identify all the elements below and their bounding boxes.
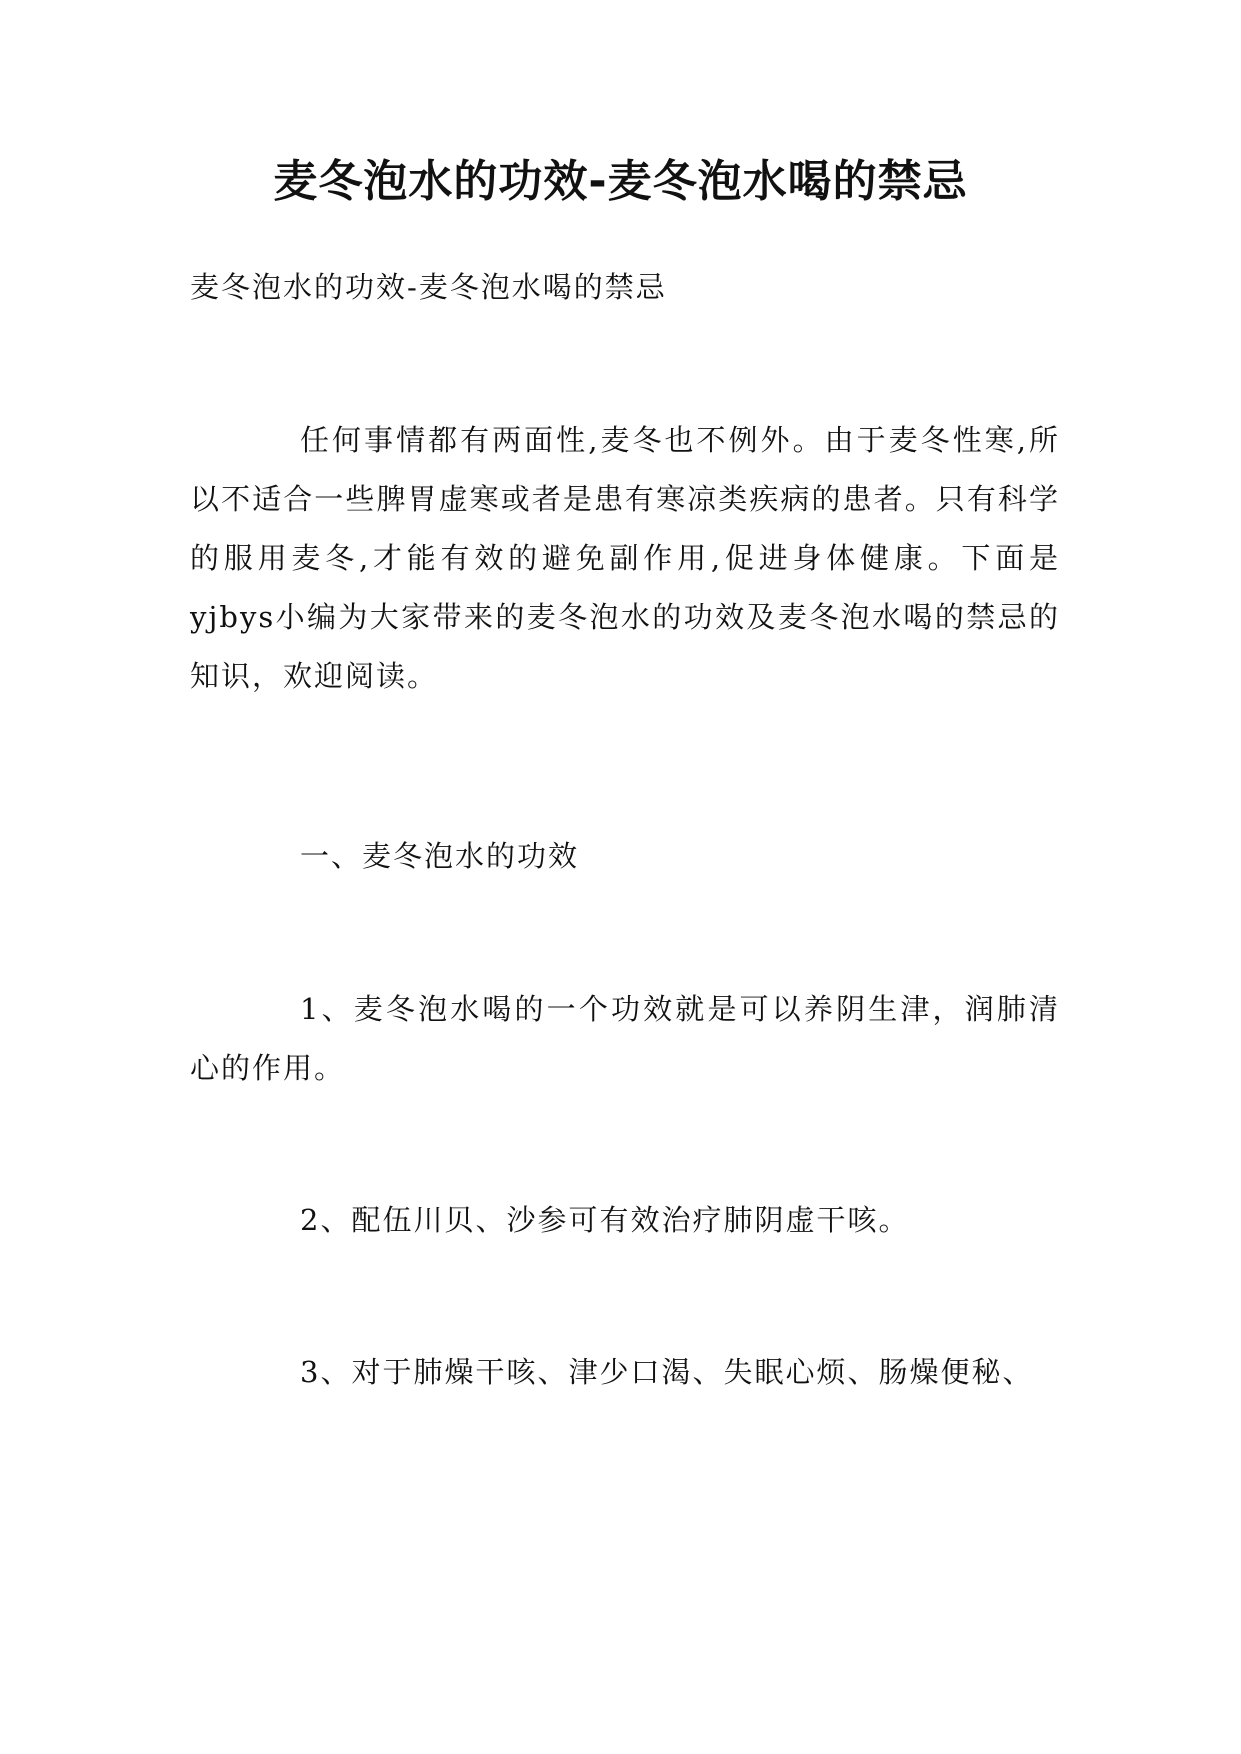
section1-heading-text: 一、麦冬泡水的功效 (300, 839, 580, 873)
subtitle-text: 麦冬泡水的功效-麦冬泡水喝的禁忌 (190, 270, 667, 304)
document-title: 麦冬泡水的功效-麦冬泡水喝的禁忌 (273, 156, 968, 207)
list-item (190, 1191, 1060, 1250)
section-heading (190, 827, 1060, 886)
intro-text: 任何事情都有两面性,麦冬也不例外。由于麦冬性寒,所以不适合一些脾胃虚寒或者是患有寒凉类疾病的患者。只有科学的服用麦冬,才能有效的避免副作用,促进身体健康。下面是yjbys小编为大家带来的麦冬泡水的功效及麦冬泡水喝的禁忌的知识，欢迎阅读。 (190, 423, 1060, 693)
item1-text: 1、麦冬泡水喝的一个功效就是可以养阴生津，润肺清心的作用。 (190, 992, 1060, 1085)
document-subtitle (190, 258, 1060, 317)
intro-paragraph (190, 411, 1060, 706)
item2-text: 2、配伍川贝、沙参可有效治疗肺阴虚干咳。 (300, 1203, 910, 1237)
list-item (190, 980, 1060, 1098)
list-item (190, 1343, 1060, 1402)
item3-text: 3、对于肺燥干咳、津少口渴、失眠心烦、肠燥便秘、 (300, 1355, 1034, 1389)
